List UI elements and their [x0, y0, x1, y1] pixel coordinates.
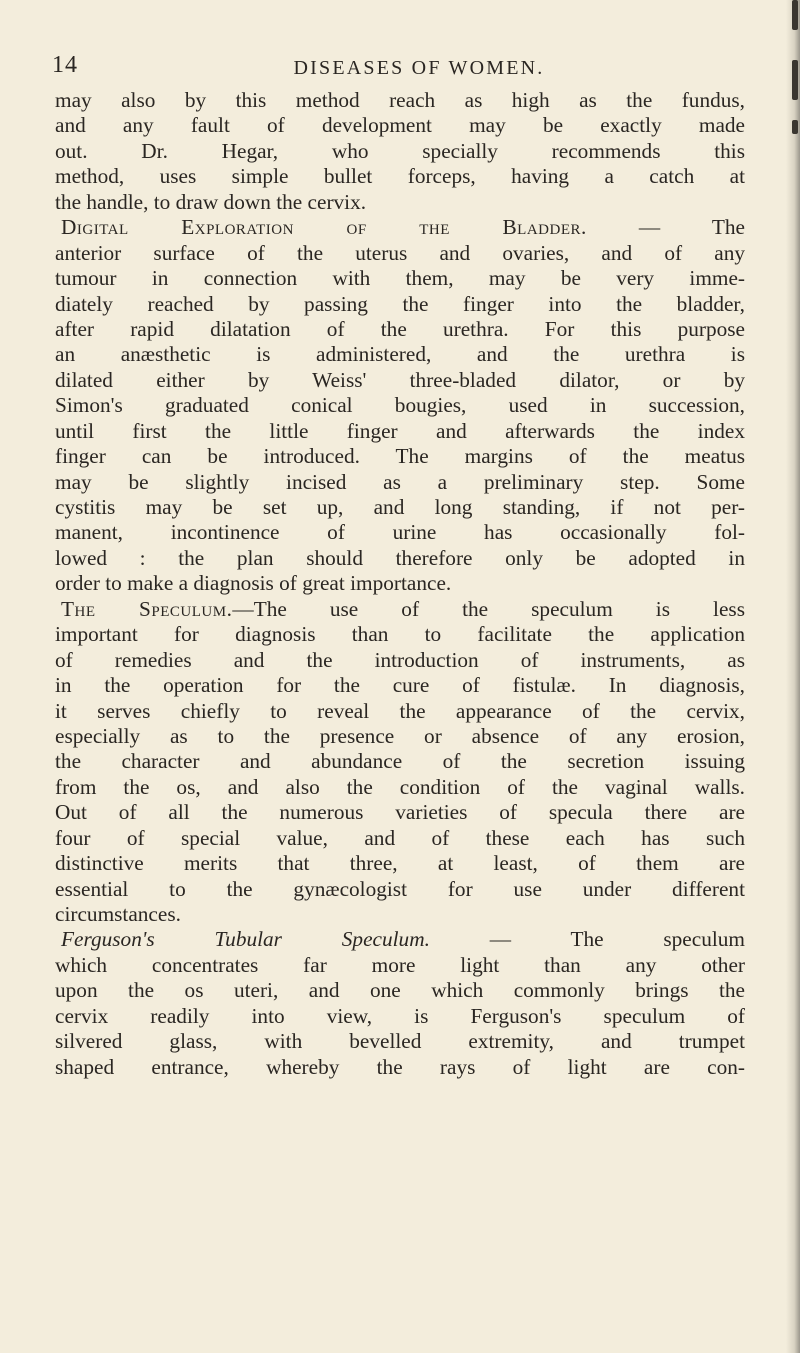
text-line: from the os, and also the condition of the vaginal walls. [55, 774, 745, 799]
text-line: finger can be introduced. The margins of the meatus [55, 444, 745, 469]
text-line: especially as to the presence or absence of any erosion, [55, 723, 745, 748]
text-line: cystitis may be set up, and long standing, if not per- [55, 495, 745, 519]
text-line: upon the os uteri, and one which commonly brings the [55, 978, 745, 1003]
text-line: anterior surface of the uterus and ovaries, and of any [55, 240, 745, 265]
text-line: lowed : the plan should therefore only be adopted in [55, 545, 745, 570]
text-line: important for diagnosis than to facilitate the application [55, 622, 745, 647]
text-line: may be slightly incised as a preliminary step. Some [55, 469, 745, 494]
text-line: silvered glass, with bevelled extremity, and trumpet [55, 1029, 745, 1054]
section-heading: Ferguson's Tubular Speculum. [61, 927, 430, 952]
text-line: order to make a diagnosis of great importance. [55, 571, 452, 596]
text-line: the handle, to draw down the cervix. [55, 189, 367, 214]
text-line: manent, incontinence of urine has occasionally fol- [55, 520, 745, 545]
text-line: which concentrates far more light than any other [55, 952, 745, 977]
text-line: circumstances. [55, 902, 181, 926]
text-line: may also by this method reach as high as the fundus, [55, 88, 745, 112]
text-line: shaped entrance, whereby the rays of light are con- [55, 1054, 745, 1079]
text-line: it serves chiefly to reveal the appearance of the cervix, [55, 698, 745, 723]
text-line: Out of all the numerous varieties of specula there are [55, 800, 745, 825]
body-text [55, 88, 745, 1080]
section-heading-line [55, 215, 745, 240]
text-run: — The [586, 215, 745, 240]
text-line: of remedies and the introduction of instruments, as [55, 647, 745, 672]
text-line: until first the little finger and afterwards the index [55, 418, 745, 443]
edge-mark [792, 0, 798, 30]
section-heading: The Speculum. [61, 596, 233, 621]
text-line: out. Dr. Hegar, who specially recommends this [55, 138, 745, 163]
text-run: —The use of the speculum is less [232, 596, 746, 621]
text-line: tumour in connection with them, may be very imme- [55, 266, 745, 291]
text-line: in the operation for the cure of fistulæ. In diagnosis, [55, 673, 745, 698]
text-line: distinctive merits that three, at least, of them are [55, 851, 745, 876]
text-line: diately reached by passing the finger into the bladder, [55, 291, 745, 316]
text-line: cervix readily into view, is Ferguson's speculum of [55, 1003, 745, 1028]
page-edge [786, 0, 800, 1353]
running-head: DISEASES OF WOMEN. [293, 57, 545, 79]
edge-mark [792, 120, 798, 134]
text-line: after rapid dilatation of the urethra. For this purpose [55, 316, 745, 341]
section-heading-line [55, 927, 745, 952]
text-line: Simon's graduated conical bougies, used in succession, [55, 393, 745, 418]
text-line: four of special value, and of these each has such [55, 825, 745, 850]
text-line: dilated either by Weiss' three-bladed dilator, or by [55, 367, 745, 392]
text-line: an anæsthetic is administered, and the urethra is [55, 342, 745, 367]
text-line: method, uses simple bullet forceps, having a catch at [55, 164, 745, 189]
text-line: the character and abundance of the secretion issuing [55, 749, 745, 774]
text-run: — The speculum [429, 927, 745, 952]
page-number: 14 [52, 52, 78, 78]
text-line: essential to the gynæcologist for use under different [55, 876, 745, 901]
text-line: and any fault of development may be exactly made [55, 113, 745, 138]
section-heading-line [55, 597, 745, 622]
section-heading: Digital Exploration of the Bladder. [61, 215, 587, 240]
